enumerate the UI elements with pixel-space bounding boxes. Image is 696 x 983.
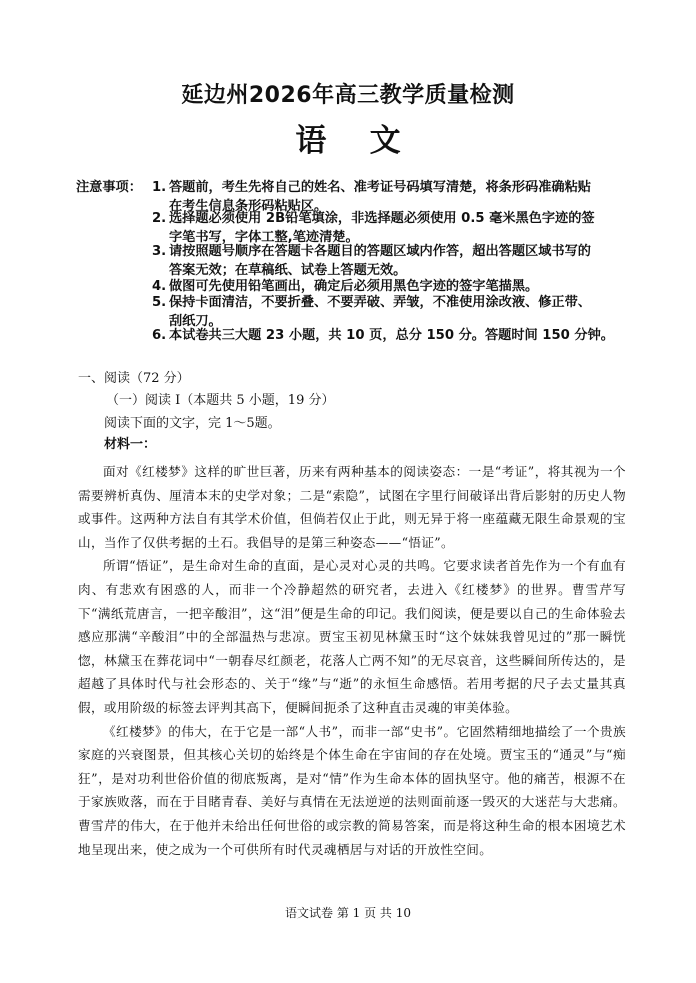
notice-label: 注意事项： xyxy=(76,180,142,195)
subject-title xyxy=(0,122,696,160)
notice-text: 选择题必须使用 2B铅笔填涂，非选择题必须使用 0.5 毫米黑色字迹的签 字笔书写，字体工整,笔迹清楚。 xyxy=(169,211,595,245)
notice-item-3 xyxy=(152,242,628,280)
reading-instruction: 阅读下面的文字，完 1～5题。 xyxy=(104,416,281,431)
exam-title: 延边州2026年高三教学质量检测 xyxy=(181,83,515,108)
page-footer: 语文试卷 第 1 页 共 10 xyxy=(285,906,411,920)
notice-number: 1. xyxy=(152,180,167,195)
notice-text: 请按照题号顺序在答题卡各题目的答题区域内作答，超出答题区域书写的 答案无效；在草稿纸、试卷上答题无效。 xyxy=(169,244,591,278)
passage-paragraph: 所谓“悟证”，是生命对生命的直面，是心灵对心灵的共鸣。它要求读者首先作为一个有血有肉、有悲欢有困惑的人，而非一个冷静超然的研究者，去进入《红楼梦》的世界。曹雪芹写下“满纸荒唐言，一把辛酸泪”，这“泪”便是生命的印记。我们阅读，便是要以自己的生命体验去感应那满“辛酸泪”中的全部温热与悲凉。贾宝玉初见林黛玉时“这个妹妹我曾见过的”那一瞬恍惚，林黛玉在葬花词中“一朝春尽红颜老，花落人亡两不知”的无尽哀音，这些瞬间所传达的，是超越了具体时代与社会形态的、关于“缘”与“逝”的永恒生命感悟。若用考据的尺子去丈量其真假，或用阶级的标签去评判其高下，便瞬间扼杀了这种直击灵魂的审美体验。 xyxy=(78,558,626,715)
notice-text: 答题前，考生先将自己的姓名、准考证号码填写清楚，将条形码准确粘贴 在考生信息条形码粘贴区。 xyxy=(169,180,591,214)
subsection-heading: （一）阅读 I（本题共 5 小题，19 分） xyxy=(106,393,335,408)
notice-number: 2. xyxy=(152,211,167,226)
section-heading: 一、阅读（72 分） xyxy=(78,371,190,386)
passage-body xyxy=(78,460,626,861)
material-label: 材料一： xyxy=(104,437,157,452)
notice-number: 6. xyxy=(152,328,167,343)
notice-text: 保持卡面清洁，不要折叠、不要弄破、弄皱，不准使用涂改液、修正带、 刮纸刀。 xyxy=(169,295,591,329)
notice-text: 做图可先使用铅笔画出，确定后必须用黑色字迹的签字笔描黑。 xyxy=(169,279,539,294)
notice-number: 5. xyxy=(152,295,167,310)
notice-number: 3. xyxy=(152,244,167,259)
subject-text: 语 文 xyxy=(295,123,401,159)
passage-paragraph: 《红楼梦》的伟大，在于它是一部“人书”，而非一部“史书”。它固然精细地描绘了一个贵族家庭的兴衰图景，但其核心关切的始终是个体生命在宇宙间的存在处境。贾宝玉的“通灵”与“痴狂”，是对功利世俗价值的彻底叛离，是对“情”作为生命本体的固执坚守。他的痛苦，根源不在于家族败落，而在于目睹青春、美好与真情在无法逆逆的法则面前逐一毁灭的大迷茫与大悲痛。曹雪芹的伟大，在于他并未给出任何世俗的或宗教的简易答案，而是将这种生命的根本困境艺术地呈现出来，使之成为一个可供所有时代灵魂栖居与对话的开放性空间。 xyxy=(78,723,626,857)
notice-number: 4. xyxy=(152,279,167,294)
notice-item-6 xyxy=(152,326,628,345)
notice-text: 本试卷共三大题 23 小题，共 10 页，总分 150 分。答题时间 150 分钟。 xyxy=(169,328,614,343)
passage-paragraph: 面对《红楼梦》这样的旷世巨著，历来有两种基本的阅读姿态：一是“考证”，将其视为一个需要辨析真伪、厘清本末的史学对象；二是“索隐”，试图在字里行间破译出背后影射的历史人物或事件。这两种方法自有其学术价值，但倘若仅止于此，则无异于将一座蕴藏无限生命景观的宝山，当作了仅供考据的土石。我倡导的是第三种姿态——“悟证”。 xyxy=(78,464,626,550)
